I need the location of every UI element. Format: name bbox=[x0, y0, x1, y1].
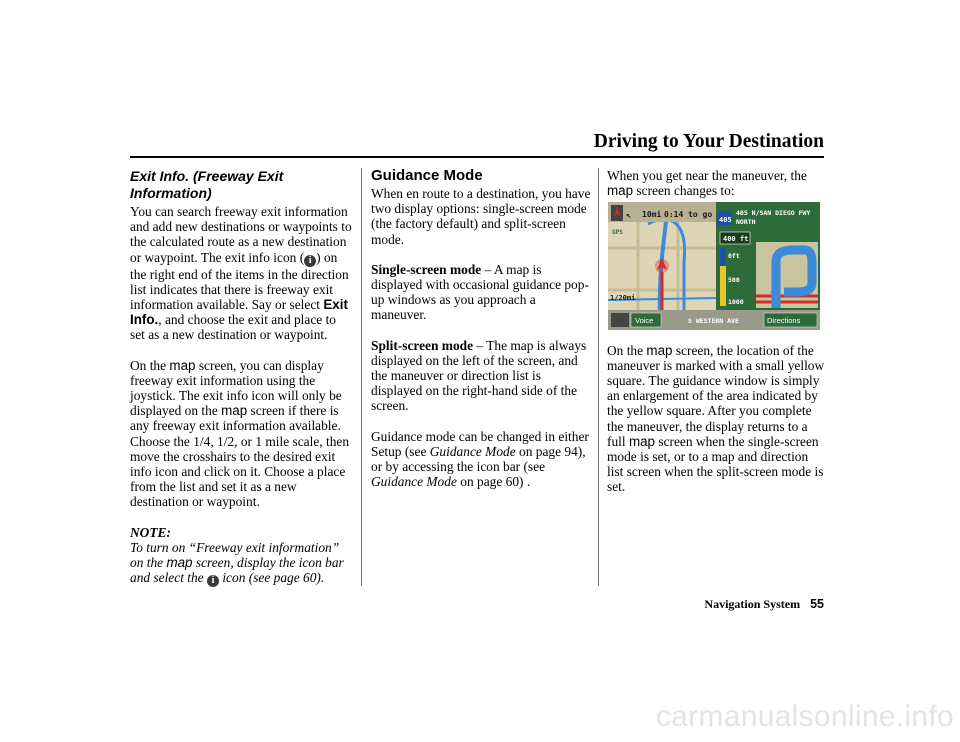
svg-text:405: 405 bbox=[719, 216, 732, 225]
column-maneuver bbox=[607, 168, 825, 510]
page-number: 55 bbox=[810, 597, 824, 611]
split-screen-paragraph: Split-screen mode – The map is always displayed on the left of the screen, and the maneuver or direction list is displayed on the right-hand side of the screen. bbox=[371, 337, 587, 414]
page-header-title: Driving to Your Destination bbox=[593, 131, 824, 152]
svg-text:Directions: Directions bbox=[767, 316, 801, 326]
exit-info-paragraph-2: On the map screen, you can display freeway exit information using the joystick. The exit info icon will only be displayed on the map screen if there is any freeway exit information available. Choose the 1/4, 1/2, or 1 mile scale, then move the crosshairs to the desired exit info icon and click on it. Choose a place from the list and set it as a new destination or waypoint. bbox=[130, 357, 350, 510]
guidance-mode-heading: Guidance Mode bbox=[371, 167, 483, 184]
street-name: S WESTERN AVE bbox=[688, 317, 739, 326]
svg-text:1000: 1000 bbox=[728, 298, 744, 307]
exit-info-heading: Exit Info. (Freeway Exit Information) bbox=[130, 168, 284, 201]
eta-text: 0:14 to go bbox=[664, 210, 713, 220]
svg-text:GPS: GPS bbox=[612, 229, 623, 237]
guidance-paragraph-1: When en route to a destination, you have two display options: single-screen mode (the factory default) and split-screen mode. bbox=[371, 186, 591, 247]
svg-text:0ft: 0ft bbox=[728, 252, 740, 261]
distance-bar-fill bbox=[720, 266, 726, 306]
navigation-map-screenshot bbox=[608, 202, 820, 330]
svg-text:500: 500 bbox=[728, 276, 740, 285]
note-heading: NOTE: bbox=[130, 524, 171, 540]
exit-info-paragraph-1: You can search freeway exit information and add new destinations or waypoints to the calculated route as a new destination or waypoint. The exit info icon ( i ) on the right end of the items in the direction list indicates that there is freeway exit information available. Say or select Exit Info., and choose the exit and place to set as a new destination or waypoint. bbox=[130, 204, 352, 343]
watermark: carmanualsonline.info bbox=[655, 700, 954, 733]
guidance-paragraph-4: Guidance mode can be changed in either Setup (see Guidance Mode on page 94), or by accessing the icon bar (see Guidance Mode on page 60) . bbox=[371, 428, 589, 490]
note-text: To turn on “Freeway exit information” on the map screen, display the icon bar and select the i icon (see page 60). bbox=[130, 539, 344, 587]
maneuver-paragraph-2: On the map screen, the location of the maneuver is marked with a small yellow square. The guidance window is simply an enlargement of the area indicated by the yellow square. After you complete the maneuver, the display returns to a full map screen when the single-screen mode is set, or to a map and direction list screen when the split-screen mode is set. bbox=[607, 342, 825, 495]
page-footer: Navigation System 55 bbox=[704, 597, 824, 611]
header-rule bbox=[130, 156, 824, 158]
info-icon: i bbox=[207, 575, 219, 587]
svg-text:Voice: Voice bbox=[635, 316, 654, 326]
column-exit-info bbox=[130, 168, 352, 587]
freeway-direction: NORTH bbox=[736, 218, 756, 227]
freeway-name: 405 N/SAN DIEGO FWY bbox=[736, 209, 811, 218]
column-divider-2 bbox=[598, 168, 599, 586]
single-screen-paragraph: Single-screen mode – A map is displayed with occasional guidance pop-up windows as you approach a maneuver. bbox=[371, 261, 589, 323]
exit-info-command: Exit Info. bbox=[130, 297, 348, 328]
scale-label: 1/20mi bbox=[610, 294, 636, 303]
column-divider-1 bbox=[361, 168, 362, 586]
info-icon: i bbox=[304, 255, 316, 267]
maneuver-paragraph-1: When you get near the maneuver, the map screen changes to: bbox=[607, 168, 807, 199]
svg-text:↖: ↖ bbox=[626, 211, 632, 222]
column-guidance-mode bbox=[371, 168, 593, 504]
distance-box-text: 400 ft bbox=[723, 235, 749, 244]
distance-text: 10mi bbox=[642, 210, 662, 220]
